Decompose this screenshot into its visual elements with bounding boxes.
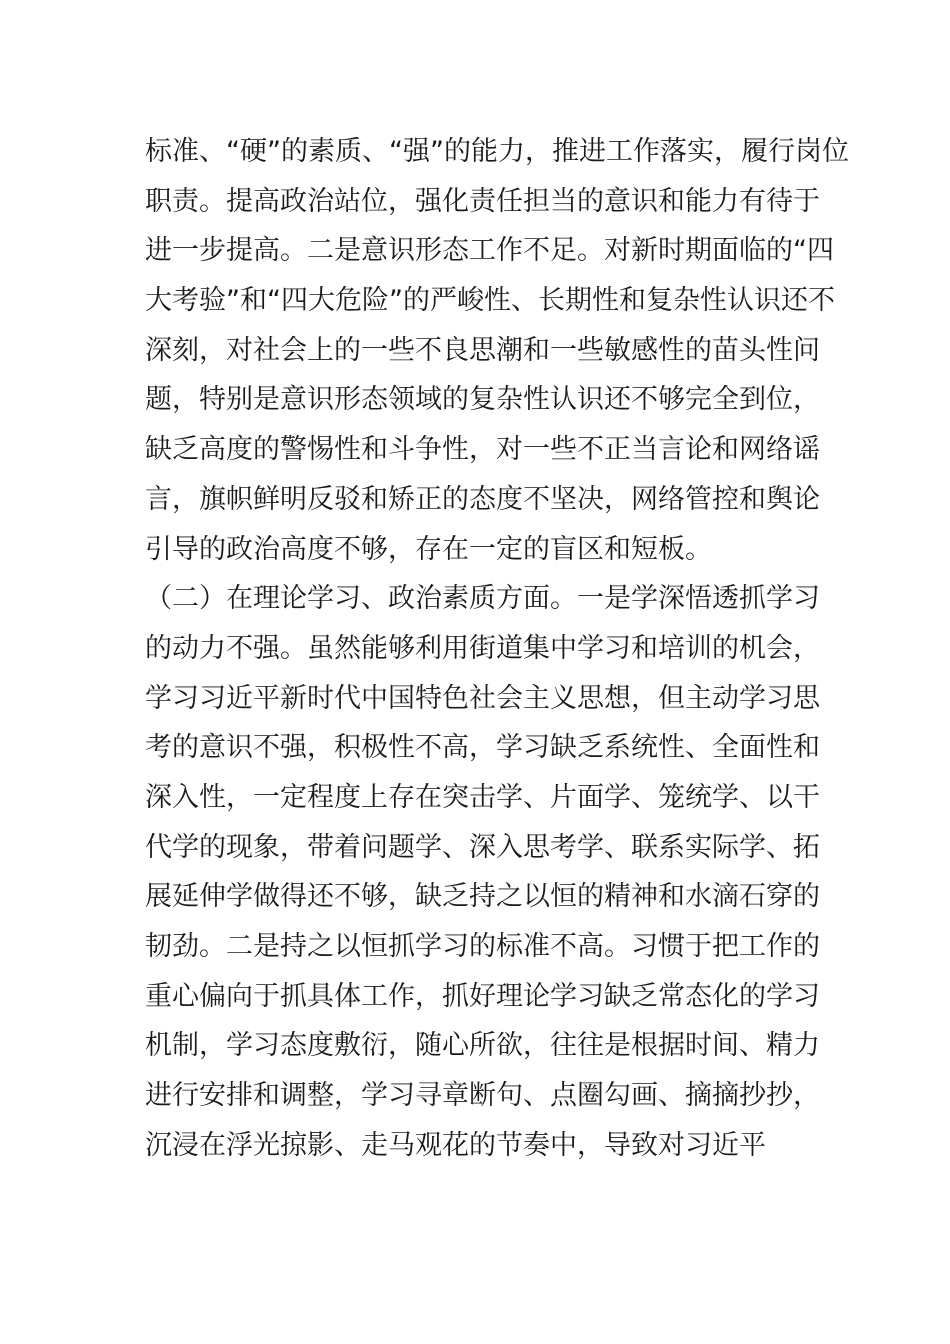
section-heading-line: （二）在理论学习、政治素质方面。一是学深悟透抓学习 — [145, 583, 820, 615]
body-text — [145, 127, 849, 1170]
text-line: 职责。提高政治站位，强化责任担当的意识和能力有待于 — [145, 185, 820, 217]
text-line: 沉浸在浮光掠影、走马观花的节奏中，导致对习近平 — [145, 1129, 766, 1161]
text-line: 韧劲。二是持之以恒抓学习的标准不高。习惯于把工作的 — [145, 931, 820, 962]
text-line: 言，旗帜鲜明反驳和矫正的态度不坚决，网络管控和舆论 — [145, 483, 820, 515]
text-line: 代学的现象，带着问题学、深入思考学、联系实际学、拓 — [145, 831, 820, 863]
text-line: 进一步提高。二是意识形态工作不足。对新时期面临的“四 — [145, 235, 834, 267]
text-line: 进行安排和调整，学习寻章断句、点圈勾画、摘摘抄抄， — [145, 1080, 820, 1112]
text-line: 机制，学习态度敷衍，随心所欲，往往是根据时间、精力 — [145, 1030, 820, 1062]
text-line: 深入性，一定程度上存在突击学、片面学、笼统学、以干 — [145, 781, 820, 813]
text-line: 的动力不强。虽然能够利用街道集中学习和培训的机会， — [145, 632, 820, 664]
text-line: 题，特别是意识形态领域的复杂性认识还不够完全到位， — [145, 384, 820, 416]
text-line: 引导的政治高度不够，存在一定的盲区和短板。 — [145, 533, 712, 565]
text-line: 重心偏向于抓具体工作，抓好理论学习缺乏常态化的学习 — [145, 980, 820, 1012]
text-line: 深刻，对社会上的一些不良思潮和一些敏感性的苗头性问 — [145, 334, 820, 366]
text-line: 展延伸学做得还不够，缺乏持之以恒的精神和水滴石穿的 — [145, 881, 820, 913]
text-line: 学习习近平新时代中国特色社会主义思想，但主动学习思 — [145, 682, 820, 714]
text-line: 标准、“硬”的素质、“强”的能力，推进工作落实，履行岗位 — [145, 136, 849, 167]
text-line: 缺乏高度的警惕性和斗争性，对一些不正当言论和网络谣 — [145, 434, 820, 466]
text-line: 大考验”和“四大危险”的严峻性、长期性和复杂性认识还不 — [145, 285, 835, 317]
text-line: 考的意识不强，积极性不高，学习缺乏系统性、全面性和 — [145, 732, 820, 764]
